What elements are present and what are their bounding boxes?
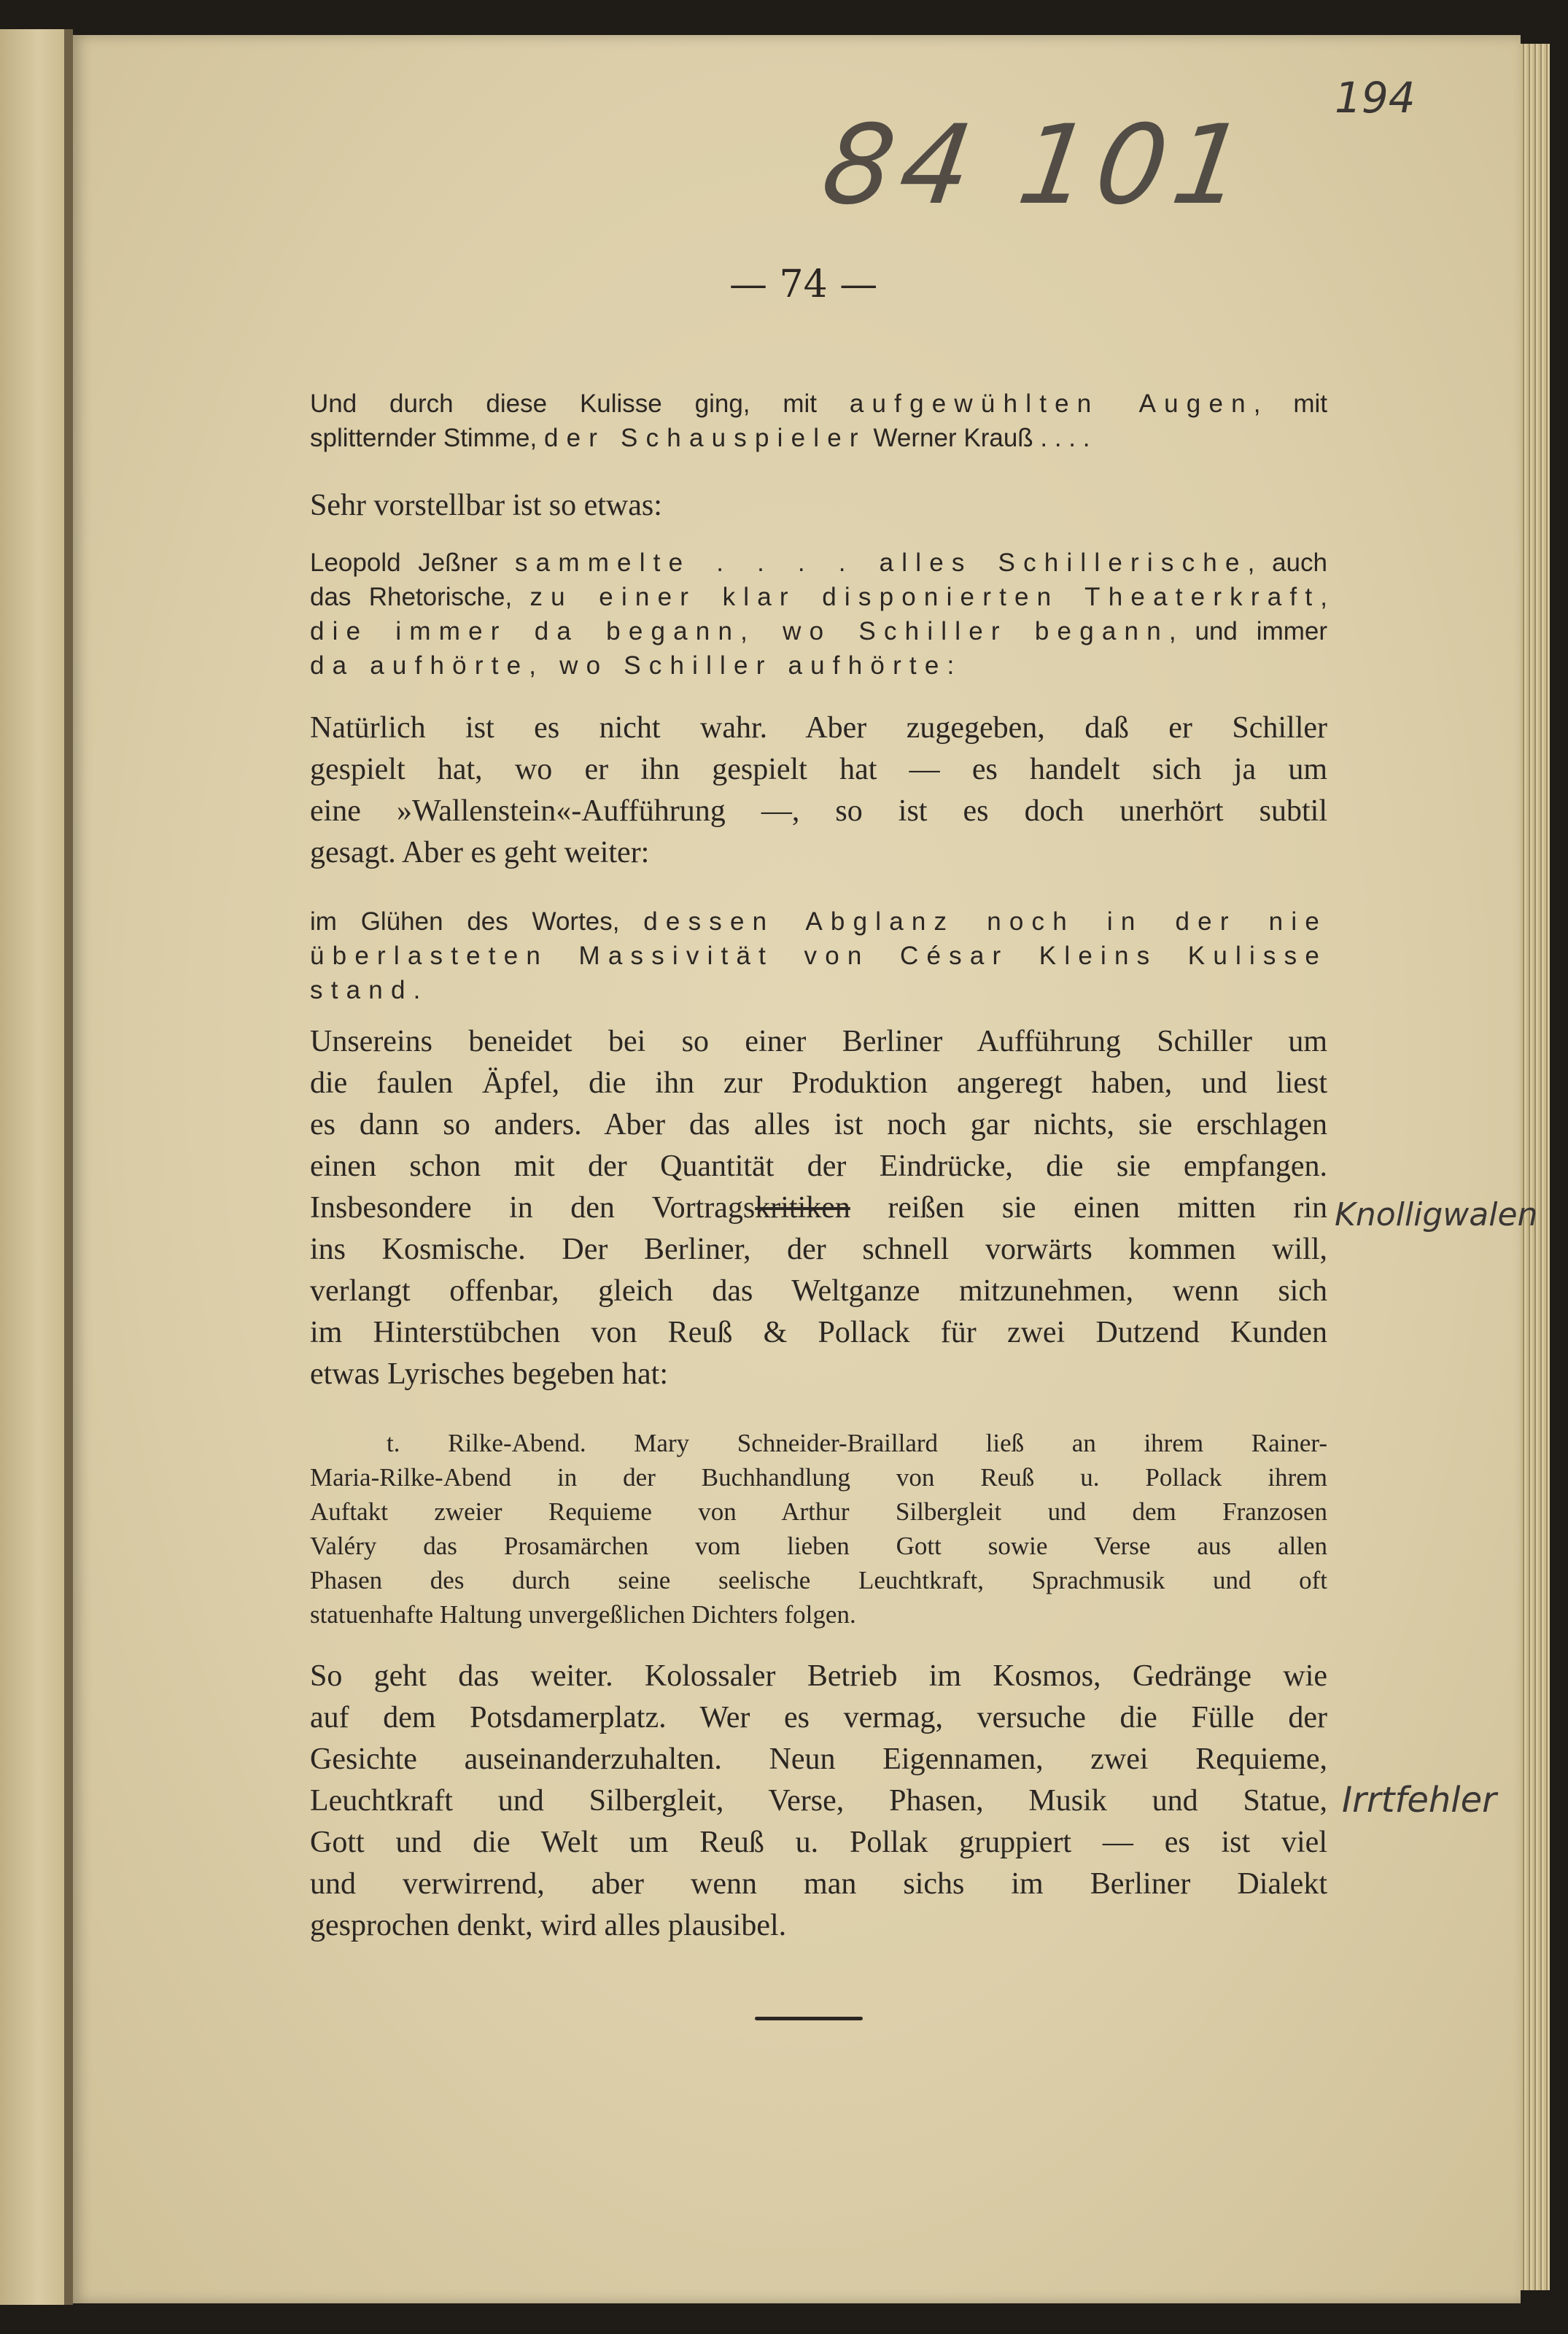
page-stack-edge bbox=[1521, 44, 1550, 2290]
text-line: Sehr vorstellbar ist so etwas: bbox=[310, 489, 662, 522]
text-line: das Rhetorische, zu einer klar disponierten Theaterkraft, bbox=[310, 583, 1327, 611]
text-line: die faulen Äpfel, die ihn zur Produktion angeregt haben, und liest bbox=[310, 1066, 1327, 1100]
text-line: Leopold Jeßner sammelte . . . . alles Schillerische, auch bbox=[310, 548, 1327, 577]
body-paragraph-4 bbox=[310, 707, 1327, 874]
quote-paragraph-3 bbox=[310, 546, 1327, 683]
text-line: Auftakt zweier Requieme von Arthur Silbergleit und dem Franzosen bbox=[310, 1497, 1327, 1526]
handwritten-shelfmark: 84 101 bbox=[815, 102, 1260, 229]
text-line: gesagt. Aber es geht weiter: bbox=[310, 836, 650, 869]
text-line: die immer da begann, wo Schiller begann, und immer bbox=[310, 617, 1328, 645]
text-line: statuenhafte Haltung unvergeßlichen Dichters folgen. bbox=[310, 1600, 856, 1629]
body-paragraph-6 bbox=[310, 1021, 1327, 1395]
text-line: Gott und die Welt um Reuß u. Pollak gruppiert — es ist viel bbox=[310, 1826, 1327, 1859]
text-line: gespielt hat, wo er ihn gespielt hat — es handelt sich ja um bbox=[310, 753, 1327, 786]
end-rule bbox=[755, 2017, 863, 2020]
handwritten-margin-note: Irrtfehler bbox=[1342, 1780, 1497, 1821]
text-line: da aufhörte, wo Schiller aufhörte: bbox=[310, 651, 955, 680]
text-line: ins Kosmische. Der Berliner, der schnell vorwärts kommen will, bbox=[310, 1233, 1327, 1266]
quote-paragraph-5 bbox=[310, 904, 1327, 1007]
body-paragraph-2 bbox=[310, 485, 1327, 527]
text-line: So geht das weiter. Kolossaler Betrieb im Kosmos, Gedränge wie bbox=[310, 1659, 1327, 1693]
text-line: es dann so anders. Aber das alles ist noch gar nichts, sie erschlagen bbox=[310, 1108, 1327, 1141]
text-line: einen schon mit der Quantität der Eindrücke, die sie empfangen. bbox=[310, 1149, 1327, 1183]
page-number: — 74 — bbox=[729, 263, 878, 306]
text-line: und verwirrend, aber wenn man sichs im Berliner Dialekt bbox=[310, 1867, 1327, 1901]
facing-page-edge bbox=[0, 29, 66, 2305]
text-line: verlangt offenbar, gleich das Weltganze mitzunehmen, wenn sich bbox=[310, 1274, 1327, 1308]
text-line: Phasen des durch seine seelische Leuchtkraft, Sprachmusik und oft bbox=[310, 1566, 1327, 1594]
text-line: t. Rilke-Abend. Mary Schneider-Braillard ließ an ihrem Rainer- bbox=[387, 1429, 1327, 1457]
text-line: im Hinterstübchen von Reuß & Pollack für zwei Dutzend Kunden bbox=[310, 1316, 1327, 1349]
text-line: im Glühen des Wortes, dessen Abglanz noch in der nie bbox=[310, 907, 1327, 936]
text-line: Unsereins beneidet bei so einer Berliner Aufführung Schiller um bbox=[310, 1025, 1327, 1058]
struck-word: kritiken bbox=[755, 1191, 850, 1225]
handwritten-margin-note: Knolligwalen bbox=[1335, 1196, 1538, 1233]
handwritten-corner-number: 194 bbox=[1335, 73, 1416, 123]
quote-paragraph-1 bbox=[310, 387, 1327, 455]
text-line: Valéry das Prosamärchen vom lieben Gott sowie Verse aus allen bbox=[310, 1532, 1327, 1560]
quoted-review bbox=[310, 1426, 1327, 1632]
text-line: Maria-Rilke-Abend in der Buchhandlung von Reuß u. Pollack ihrem bbox=[310, 1463, 1327, 1492]
text-line: Insbesondere in den Vortragskritiken reißen sie einen mitten rin bbox=[310, 1191, 1327, 1225]
text-line: Natürlich ist es nicht wahr. Aber zugegeben, daß er Schiller bbox=[310, 711, 1327, 745]
text-line: stand. bbox=[310, 976, 429, 1004]
text-line: Leuchtkraft und Silbergleit, Verse, Phasen, Musik und Statue, bbox=[310, 1784, 1327, 1818]
body-paragraph-8 bbox=[310, 1656, 1327, 1947]
text-line: auf dem Potsdamerplatz. Wer es vermag, versuche die Fülle der bbox=[310, 1701, 1327, 1734]
text-line: splitternder Stimme, der Schauspieler Werner Krauß . . . . bbox=[310, 424, 1090, 452]
text-line: Gesichte auseinanderzuhalten. Neun Eigennamen, zwei Requieme, bbox=[310, 1742, 1327, 1776]
text-line: gesprochen denkt, wird alles plausibel. bbox=[310, 1909, 787, 1942]
book-gutter bbox=[64, 29, 73, 2305]
text-line: eine »Wallenstein«-Aufführung —, so ist es doch unerhört subtil bbox=[310, 794, 1327, 828]
text-line: Und durch diese Kulisse ging, mit aufgewühlten Augen, mit bbox=[310, 389, 1327, 418]
text-line: überlasteten Massivität von César Kleins Kulisse bbox=[310, 942, 1327, 970]
text-line: etwas Lyrisches begeben hat: bbox=[310, 1357, 668, 1391]
